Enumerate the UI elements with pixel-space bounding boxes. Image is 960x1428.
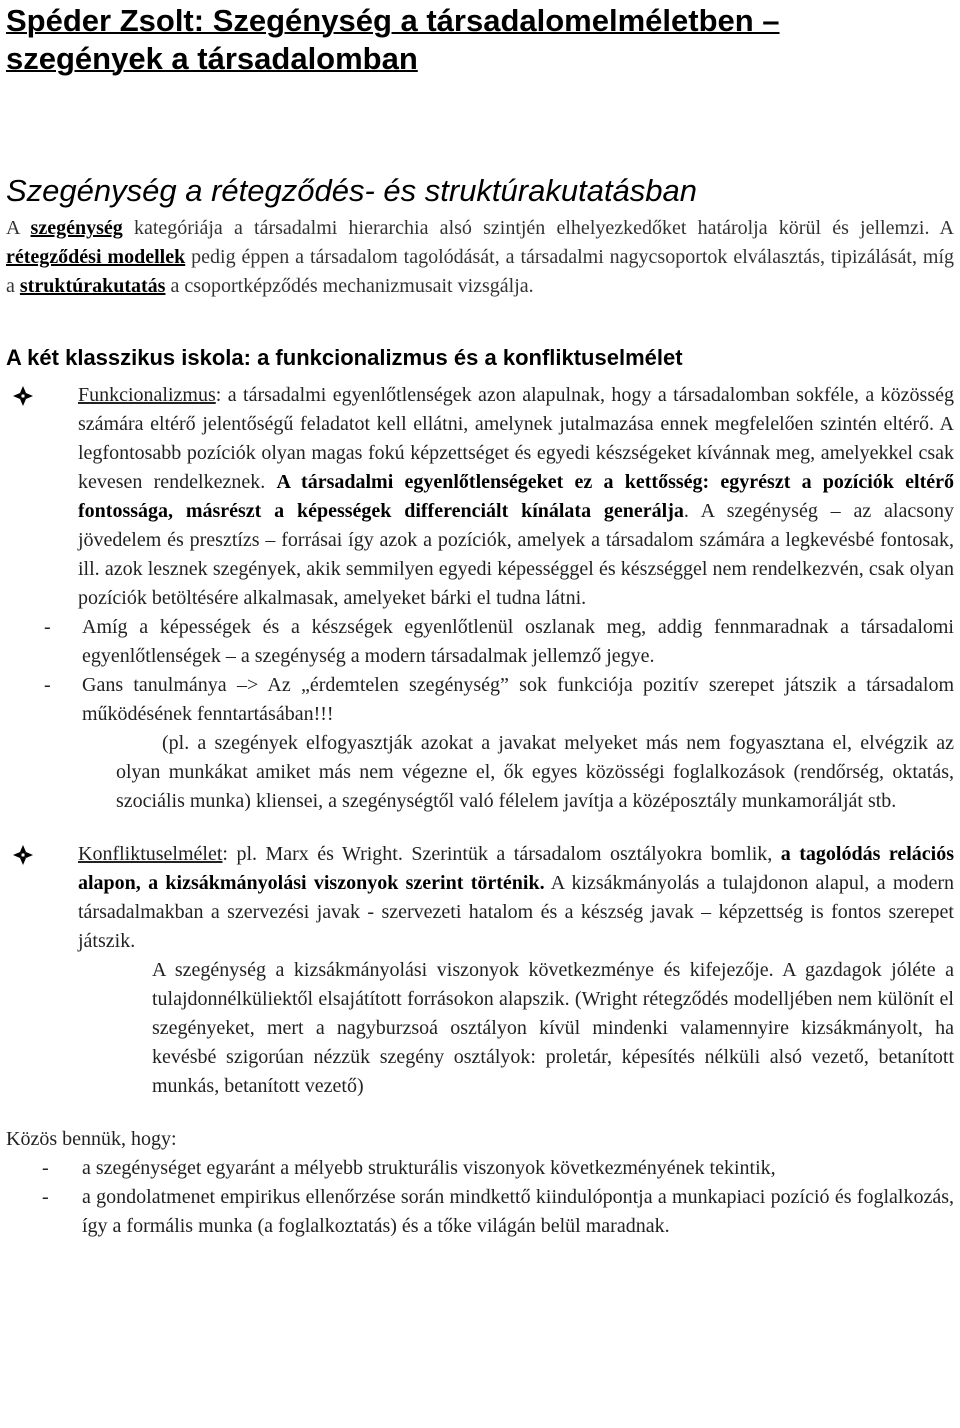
term-strukturakutatas: struktúrakutatás: [19, 275, 166, 297]
intro-paragraph: A szegénység kategóriája a társadalmi hierarchia alsó szintjén elhelyezkedőket határolja körül és jellemzi. A rétegződési modellek pedig éppen a társadalom tagolódását, a társadalmi nagycsoportok elválasztás, tipizálását, míg a struktúrakutatás a csoportképződés mechanizmusait vizsgálja.: [6, 217, 955, 297]
list-item: - Gans tanulmánya –> Az „érdemtelen szegénység” sok funkciója pozitív szerepet játszik a társadalom működésének fenntartásában!!!: [44, 674, 954, 725]
bullet-konfliktuselmelet: [6, 840, 954, 956]
funkcionalizmus-dash-list: [6, 613, 954, 729]
kozos-list: [6, 1154, 954, 1241]
document-title: [6, 0, 954, 78]
funkcionalizmus-paragraph: Funkcionalizmus: a társadalmi egyenlőtlenségek azon alapulnak, hogy a társadalomban sokféle, a közösség számára eltérő jelentőségű feladatot kell ellátni, amelynek jutalmazása ennek megfelelően szintén eltérő. A legfontosabb pozíciók olyan magas fokú képzettséget és egyedi készségeket kívánnak meg, amelyekkel csak kevesen rendelkeznek. A társadalmi egyenlőtlenségeket ez a kettősség: egyrészt a pozíciók eltérő fontossága, másrészt a képességek differenciált kínálata generálja. A szegénység – az alacsony jövedelem és presztízs – forrásai így azok a pozíciók, amelyek a társadalom számára a legkevésbé fontosak, ill. azok lesznek szegények, akik semmilyen egyedi képességgel és készséggel nem rendelkezvén, csak olyan pozíciók betöltésére alkalmasak, amelyeket bárki el tudna látni.: [78, 384, 954, 609]
title-line-1: Spéder Zsolt: Szegénység a társadalomelméletben –: [6, 3, 780, 38]
term-konfliktuselmelet: Konfliktuselmélet: [78, 843, 223, 865]
funkcionalizmus-example: (pl. a szegények elfogyasztják azokat a javakat melyeket más nem fogyasztana el, elvégzik az olyan munkákat amiket más nem végezne el, ők egyes közösségi foglalkozások (rendőrség, oktatás, szociális munka) kliensei, a szegénységtől való félelem javítja a középosztály munkamorálját stb.: [116, 732, 954, 812]
konfliktuselmelet-paragraph: Konfliktuselmélet: pl. Marx és Wright. Szerintük a társadalom osztályokra bomlik, a tagolódás relációs alapon, a kizsákmányolási viszonyok szerint történik. A kizsákmányolás a tulajdonon alapul, a modern társadalmakban a szervezési javak - szervezeti hatalom és a készség javak – képzettség is fontos szerepet játszik.: [78, 843, 954, 952]
list-item: - a szegénységet egyaránt a mélyebb strukturális viszonyok következményének tekintik,: [42, 1157, 776, 1179]
list-item: - a gondolatmenet empirikus ellenőrzése során mindkettő kiindulópontja a munkapiaci pozíció és foglalkozás, így a formális munka (a foglalkoztatás) és a tőke világán belül maradnak.: [42, 1186, 954, 1237]
term-szegenyseg: szegénység: [30, 217, 123, 239]
bullet-funkcionalizmus: [6, 381, 954, 613]
intro-paragraph-wrap: [6, 214, 954, 301]
konfliktuselmelet-sub-wrap: [6, 956, 954, 1101]
list-item: - Amíg a képességek és a készségek egyenlőtlenül oszlanak meg, addig fennmaradnak a társadalomi egyenlőtlenségek – a szegénység a modern társadalmak jellemző jegye.: [44, 616, 954, 667]
term-retegzodesi-modellek: rétegződési modellek: [6, 246, 186, 268]
example-wrap: [6, 729, 954, 816]
konfliktuselmelet-paragraph-2: A szegénység a kizsákmányolási viszonyok következménye és kifejezője. A gazdagok jóléte a tulajdonnélküliektől elsajátított forrásokon alapszik. (Wright rétegződés modelljében nem különít el szegényeket, mert a nagyburzsoá osztályon kívül mindenki valamennyire kizsákmányolt, ha kevésbé szigorúan nézzük szegény osztályok: proletár, képesítés nélküli alsó vezető, betanított munkás, betanított vezető): [152, 959, 954, 1097]
term-funkcionalizmus: Funkcionalizmus: [78, 384, 216, 406]
kozos-lead: Közös bennük, hogy:: [6, 1128, 177, 1150]
diamond-bullet-icon: [12, 385, 34, 407]
diamond-bullet-icon: [12, 844, 34, 866]
section-heading-stratification: Szegénység a rétegződés- és struktúrakutatásban: [6, 173, 698, 208]
section-heading-schools: A két klasszikus iskola: a funkcionalizmus és a konfliktuselmélet: [6, 345, 683, 370]
title-line-2: szegények a társadalomban: [6, 41, 418, 76]
